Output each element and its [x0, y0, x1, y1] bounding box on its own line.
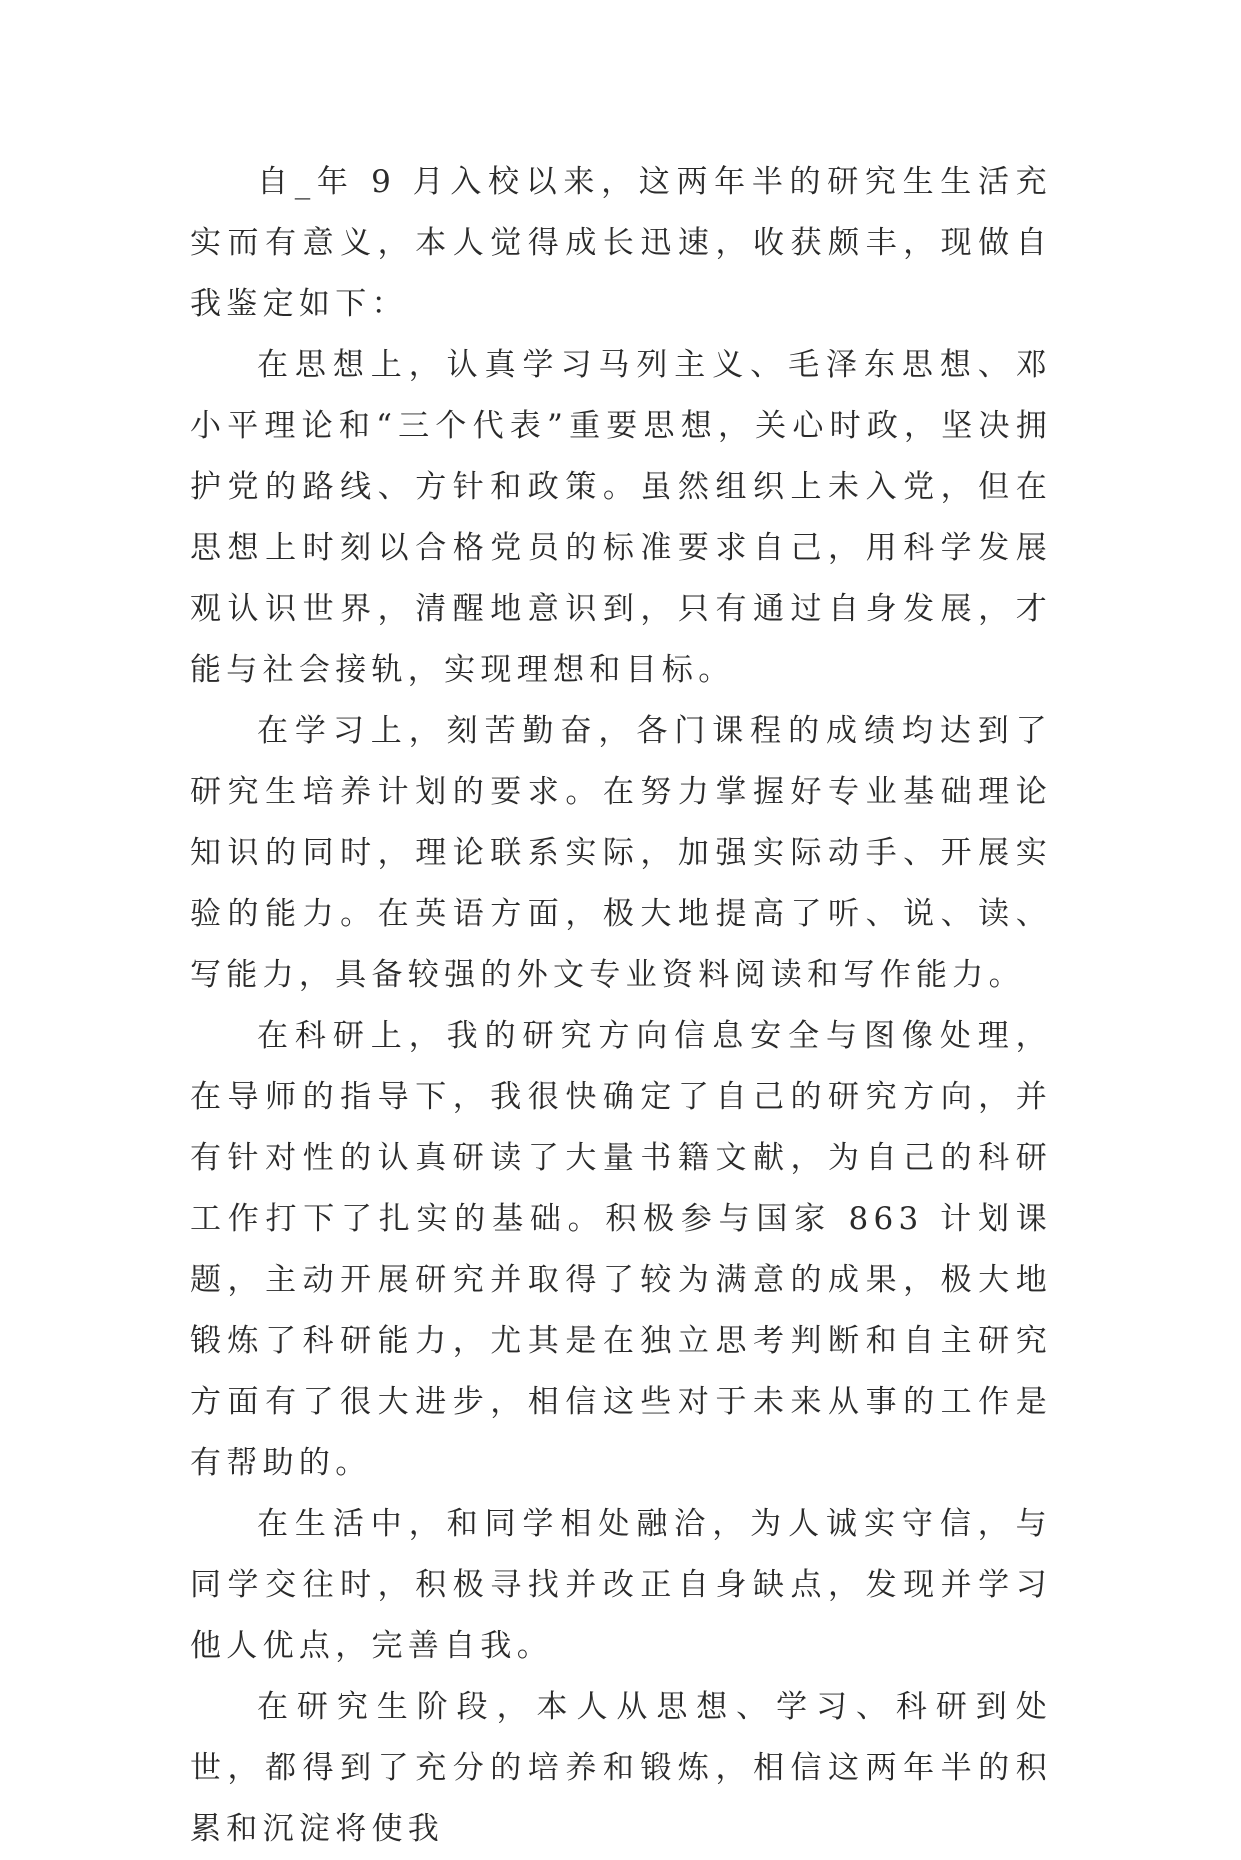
paragraph-ideology: 在思想上，认真学习马列主义、毛泽东思想、邓小平理论和“三个代表”重要思想，关心时政，坚决拥护党的路线、方针和政策。虽然组织上未入党，但在思想上时刻以合格党员的标准要求自己，用科学发展观认识世界，清醒地意识到，只有通过自身发展，才能与社会接轨，实现理想和目标。 [190, 347, 1052, 688]
document-body [190, 152, 1052, 1860]
paragraph-life: 在生活中，和同学相处融洽，为人诚实守信，与同学交往时，积极寻找并改正自身缺点，发现并学习他人优点，完善自我。 [190, 1506, 1052, 1664]
paragraph-study: 在学习上，刻苦勤奋，各门课程的成绩均达到了研究生培养计划的要求。在努力掌握好专业基础理论知识的同时，理论联系实际，加强实际动手、开展实验的能力。在英语方面，极大地提高了听、说、读、写能力，具备较强的外文专业资料阅读和写作能力。 [190, 713, 1052, 993]
paragraph-summary: 在研究生阶段，本人从思想、学习、科研到处世，都得到了充分的培养和锻炼，相信这两年半的积累和沉淀将使我 [190, 1689, 1052, 1847]
paragraph-research: 在科研上，我的研究方向信息安全与图像处理，在导师的指导下，我很快确定了自己的研究方向，并有针对性的认真研读了大量书籍文献，为自己的科研工作打下了扎实的基础。积极参与国家 863 计划课题，主动开展研究并取得了较为满意的成果，极大地锻炼了科研能力，尤其是在独立思考判断和自主研究方面有了很大进步，相信这些对于未来从事的工作是有帮助的。 [190, 1018, 1052, 1481]
paragraph-intro: 自_年 9 月入校以来，这两年半的研究生生活充实而有意义，本人觉得成长迅速，收获颇丰，现做自我鉴定如下： [190, 164, 1052, 322]
